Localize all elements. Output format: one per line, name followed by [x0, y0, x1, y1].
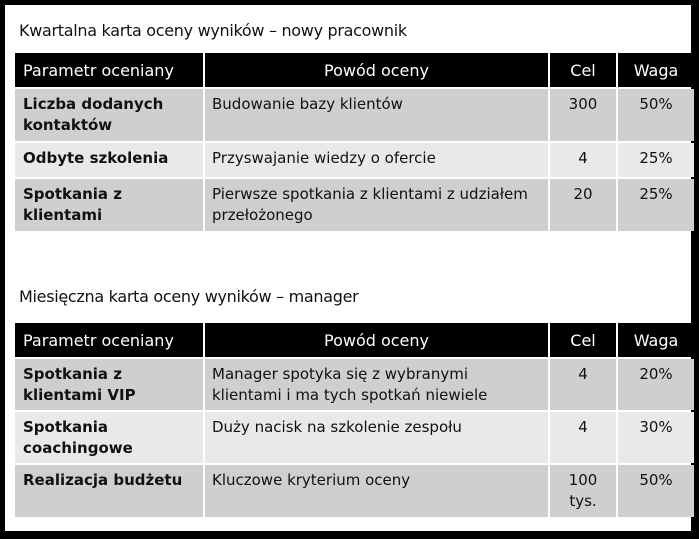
- cell-param: Spotkania coachingowe: [15, 412, 203, 463]
- scorecard-document: [3, 3, 693, 533]
- header-target: Cel: [550, 53, 616, 87]
- cell-target: 4: [550, 412, 616, 463]
- header-reason: Powód oceny: [205, 53, 548, 87]
- table-row: [15, 359, 694, 410]
- table-row: [15, 143, 694, 177]
- cell-weight: 25%: [618, 179, 694, 231]
- cell-reason: Manager spotyka się z wybranymi klientami i ma tych spotkań niewiele: [205, 359, 548, 410]
- table-header-row: [15, 323, 694, 357]
- header-reason: Powód oceny: [205, 323, 548, 357]
- cell-weight: 20%: [618, 359, 694, 410]
- cell-param: Spotkania z klientami VIP: [15, 359, 203, 410]
- table-row: [15, 465, 694, 517]
- cell-weight: 30%: [618, 412, 694, 463]
- table-header-row: [15, 53, 694, 87]
- table-row: [15, 179, 694, 231]
- cell-reason: Przyswajanie wiedzy o ofercie: [205, 143, 548, 177]
- header-weight: Waga: [618, 323, 694, 357]
- cell-param: Realizacja budżetu: [15, 465, 203, 517]
- cell-target: 20: [550, 179, 616, 231]
- header-weight: Waga: [618, 53, 694, 87]
- section1-title: Kwartalna karta oceny wyników – nowy pracownik: [19, 21, 407, 40]
- section2-title: Miesięczna karta oceny wyników – manager: [19, 287, 359, 306]
- cell-reason: Pierwsze spotkania z klientami z udziałem przełożonego: [205, 179, 548, 231]
- cell-weight: 50%: [618, 465, 694, 517]
- table-row: [15, 412, 694, 463]
- header-param: Parametr oceniany: [15, 53, 203, 87]
- cell-target: 100 tys.: [550, 465, 616, 517]
- cell-target: 4: [550, 143, 616, 177]
- header-param: Parametr oceniany: [15, 323, 203, 357]
- header-target: Cel: [550, 323, 616, 357]
- section2-table: [13, 321, 696, 519]
- cell-param: Liczba dodanych kontaktów: [15, 89, 203, 141]
- cell-weight: 25%: [618, 143, 694, 177]
- cell-reason: Duży nacisk na szkolenie zespołu: [205, 412, 548, 463]
- section1-table: [13, 51, 696, 233]
- cell-param: Odbyte szkolenia: [15, 143, 203, 177]
- cell-reason: Budowanie bazy klientów: [205, 89, 548, 141]
- cell-weight: 50%: [618, 89, 694, 141]
- cell-reason: Kluczowe kryterium oceny: [205, 465, 548, 517]
- cell-target: 4: [550, 359, 616, 410]
- table-row: [15, 89, 694, 141]
- cell-param: Spotkania z klientami: [15, 179, 203, 231]
- cell-target: 300: [550, 89, 616, 141]
